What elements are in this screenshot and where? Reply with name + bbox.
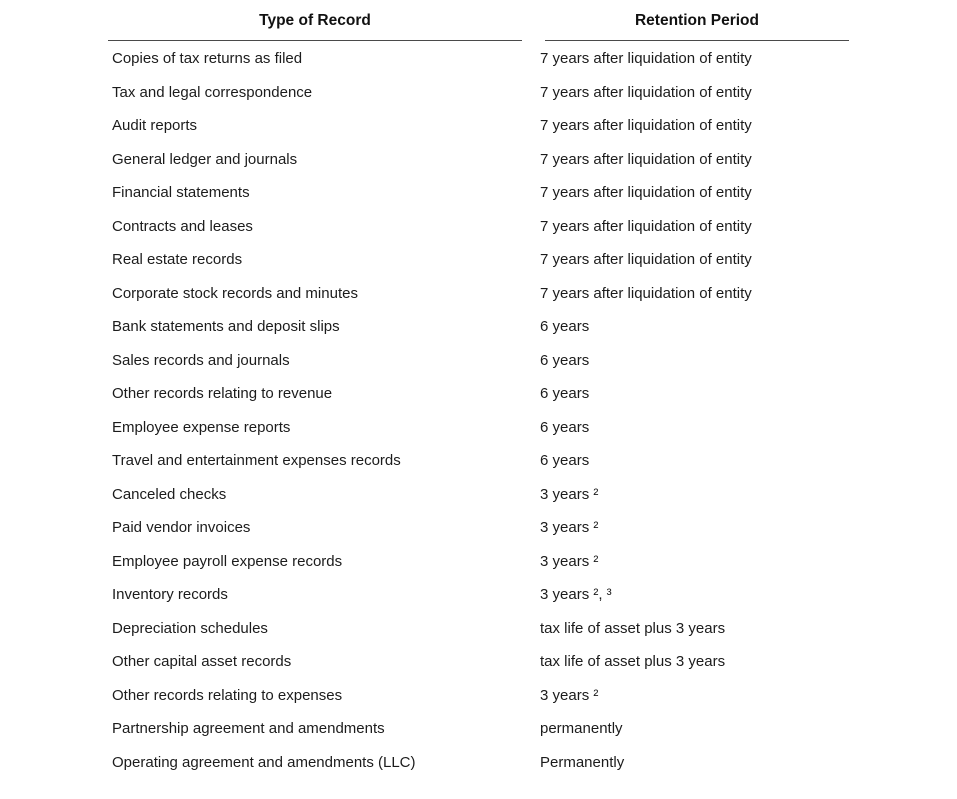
record-type-cell: Copies of tax returns as filed bbox=[112, 50, 303, 68]
record-type-cell: Other capital asset records bbox=[112, 653, 292, 671]
record-type-cell: Employee payroll expense records bbox=[112, 552, 343, 570]
table-row bbox=[0, 310, 957, 344]
table-row bbox=[0, 444, 957, 478]
table-row bbox=[0, 42, 957, 76]
retention-period-cell: 3 years ² bbox=[540, 519, 599, 537]
table-row bbox=[0, 645, 957, 679]
retention-period-cell: 7 years after liquidation of entity bbox=[540, 251, 752, 269]
table-row bbox=[0, 746, 957, 780]
record-type-cell: Financial statements bbox=[112, 184, 250, 202]
record-type-cell: Bank statements and deposit slips bbox=[112, 318, 340, 336]
record-type-cell: Travel and entertainment expenses records bbox=[112, 452, 401, 470]
table-row bbox=[0, 76, 957, 110]
record-type-cell: Paid vendor invoices bbox=[112, 519, 251, 537]
retention-period-cell: 7 years after liquidation of entity bbox=[540, 117, 752, 135]
record-type-cell: Contracts and leases bbox=[112, 217, 253, 235]
retention-period-cell: tax life of asset plus 3 years bbox=[540, 653, 726, 671]
column-header-retention-period: Retention Period bbox=[545, 12, 849, 41]
retention-period-cell: tax life of asset plus 3 years bbox=[540, 619, 726, 637]
table-row bbox=[0, 277, 957, 311]
retention-period-cell: 7 years after liquidation of entity bbox=[540, 150, 752, 168]
record-type-cell: Employee expense reports bbox=[112, 418, 291, 436]
table-row bbox=[0, 344, 957, 378]
record-type-cell: Other records relating to revenue bbox=[112, 385, 333, 403]
retention-period-cell: 6 years bbox=[540, 418, 590, 436]
record-type-cell: Operating agreement and amendments (LLC) bbox=[112, 753, 416, 771]
record-type-cell: Sales records and journals bbox=[112, 351, 290, 369]
table-row bbox=[0, 176, 957, 210]
retention-period-cell: 7 years after liquidation of entity bbox=[540, 217, 752, 235]
table-row bbox=[0, 511, 957, 545]
record-type-cell: Inventory records bbox=[112, 586, 228, 604]
retention-period-cell: 6 years bbox=[540, 385, 590, 403]
record-type-cell: Tax and legal correspondence bbox=[112, 83, 313, 101]
record-type-cell: Audit reports bbox=[112, 117, 198, 135]
table-row bbox=[0, 679, 957, 713]
table-row bbox=[0, 712, 957, 746]
table-header-row bbox=[0, 0, 957, 41]
retention-period-cell: 7 years after liquidation of entity bbox=[540, 83, 752, 101]
retention-period-cell: 6 years bbox=[540, 452, 590, 470]
retention-period-cell: 3 years ², ³ bbox=[540, 586, 612, 604]
table-row bbox=[0, 545, 957, 579]
column-header-type-of-record: Type of Record bbox=[108, 12, 522, 41]
table-row bbox=[0, 377, 957, 411]
table-row bbox=[0, 478, 957, 512]
retention-period-cell: 3 years ² bbox=[540, 552, 599, 570]
retention-period-cell: 3 years ² bbox=[540, 485, 599, 503]
table-row bbox=[0, 143, 957, 177]
retention-period-cell: 7 years after liquidation of entity bbox=[540, 184, 752, 202]
record-type-cell: Partnership agreement and amendments bbox=[112, 720, 385, 738]
retention-period-cell: Permanently bbox=[540, 753, 625, 771]
record-type-cell: Depreciation schedules bbox=[112, 619, 268, 637]
table-row bbox=[0, 109, 957, 143]
retention-period-cell: 7 years after liquidation of entity bbox=[540, 284, 752, 302]
retention-period-cell: 7 years after liquidation of entity bbox=[540, 50, 752, 68]
table-row bbox=[0, 411, 957, 445]
record-type-cell: General ledger and journals bbox=[112, 150, 298, 168]
record-type-cell: Corporate stock records and minutes bbox=[112, 284, 358, 302]
record-type-cell: Real estate records bbox=[112, 251, 243, 269]
table-body bbox=[0, 41, 957, 779]
table-row bbox=[0, 210, 957, 244]
record-type-cell: Canceled checks bbox=[112, 485, 227, 503]
retention-period-cell: 6 years bbox=[540, 318, 590, 336]
retention-period-cell: 6 years bbox=[540, 351, 590, 369]
record-type-cell: Other records relating to expenses bbox=[112, 686, 343, 704]
table-row bbox=[0, 578, 957, 612]
retention-period-cell: permanently bbox=[540, 720, 623, 738]
table-row bbox=[0, 243, 957, 277]
table-row bbox=[0, 612, 957, 646]
retention-period-cell: 3 years ² bbox=[540, 686, 599, 704]
